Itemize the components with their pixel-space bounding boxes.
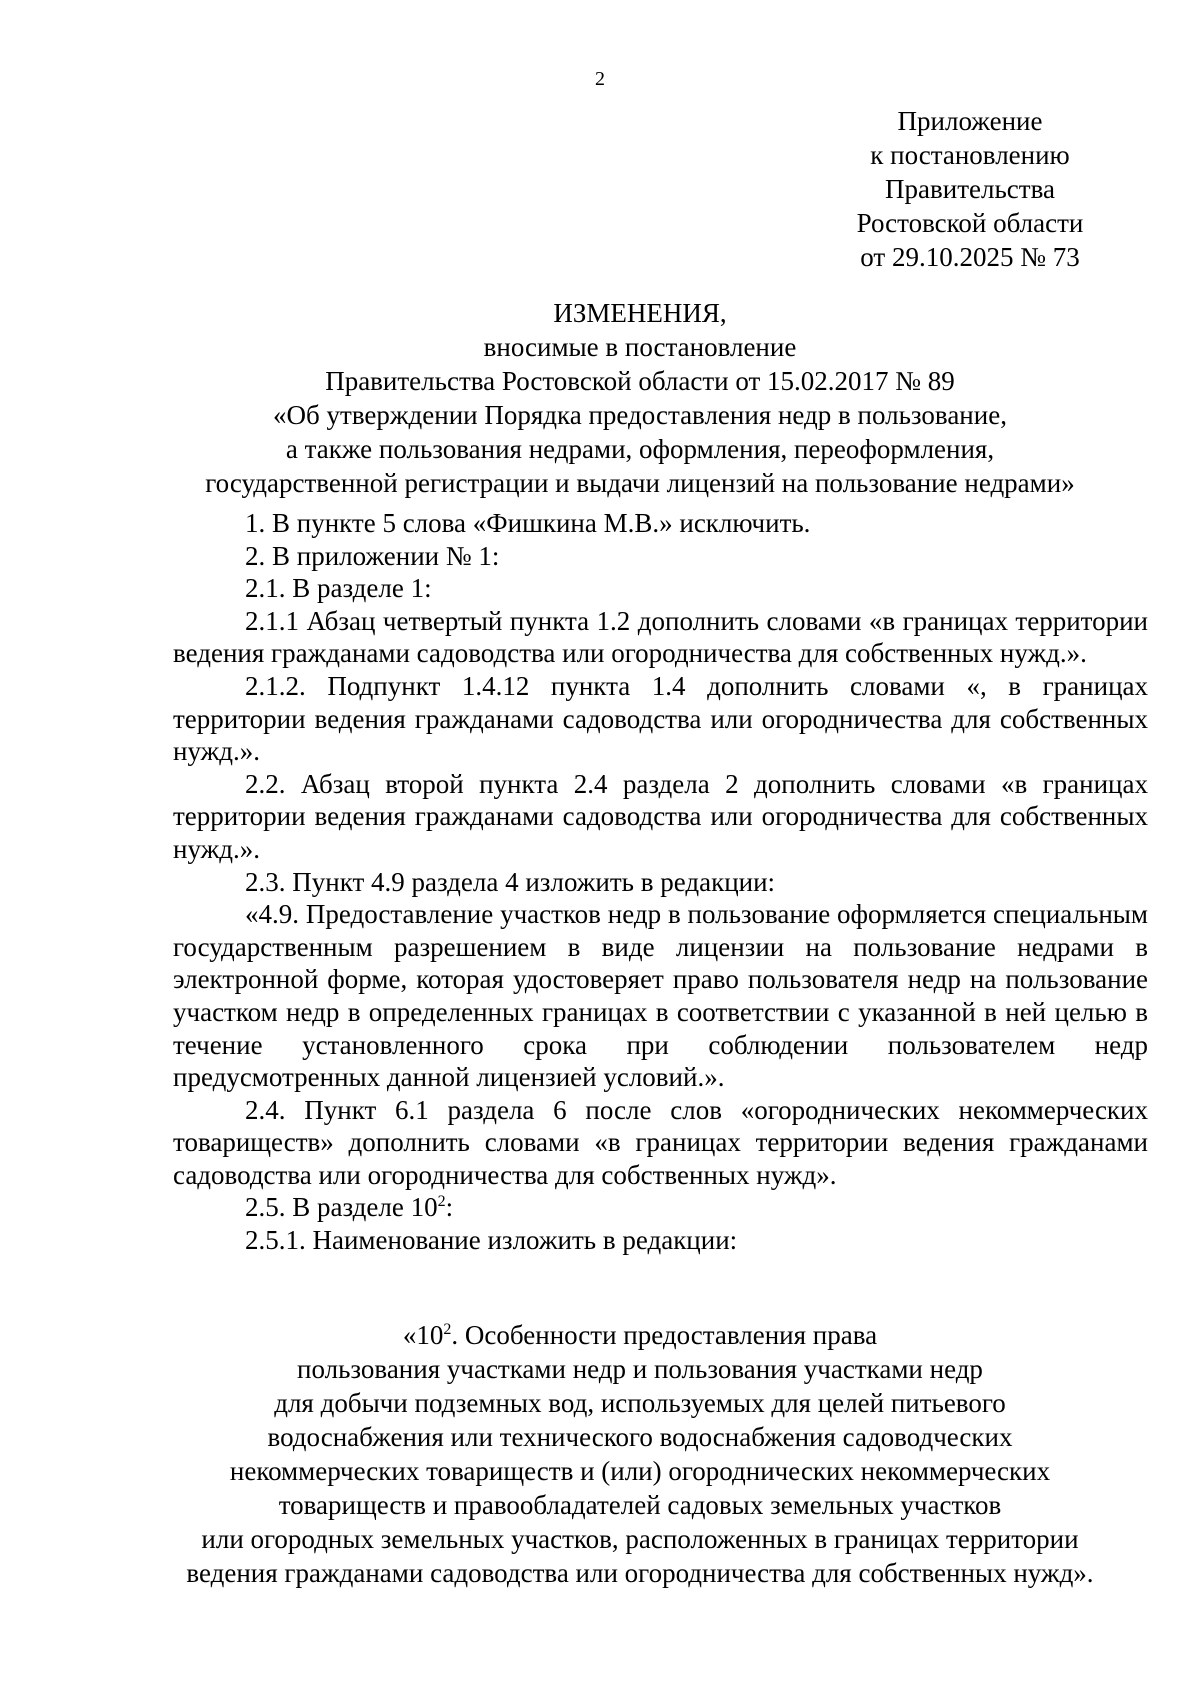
appendix-line: Правительства (885, 174, 1055, 204)
paragraph: 2.5.1. Наименование изложить в редакции: (245, 1225, 738, 1256)
title-line: Правительства Ростовской области от 15.02.2017 № 89 (325, 366, 955, 396)
section-title-line (140, 1318, 1140, 1352)
title-line: «Об утверждении Порядка предоставления недр в пользование, (273, 400, 1007, 430)
superscript: 2 (437, 1193, 446, 1211)
appendix-reference (780, 104, 1160, 274)
title-line: а также пользования недрами, оформления, переоформления, (285, 434, 995, 464)
title-line: вносимые в постановление (483, 332, 797, 362)
paragraph-text: : (445, 1192, 454, 1223)
paragraph (173, 1191, 1148, 1224)
appendix-line: Приложение (897, 106, 1043, 136)
section-title-line: товариществ и правообладателей садовых земельных участков (278, 1490, 1002, 1520)
section-title-line: водоснабжения или технического водоснабжения садоводческих (267, 1422, 1013, 1452)
paragraph: 2.1.1 Абзац четвертый пункта 1.2 дополнить словами «в границах территории ведения гражданами садоводства или огородничества для собственных нужд.». (173, 605, 1148, 669)
paragraph: 2. В приложении № 1: (245, 540, 500, 571)
section-title-line: пользования участками недр и пользования участками недр (297, 1354, 983, 1384)
paragraph: 2.4. Пункт 6.1 раздела 6 после слов «огороднических некоммерческих товариществ» дополнить словами «в границах территории ведения гражданами садоводства или огородничества для собственных нужд». (173, 1094, 1148, 1190)
quoted-paragraph: «4.9. Предоставление участков недр в пользование оформляется специальным государственным разрешением в виде лицензии на пользование недрами в электронной форме, которая удостоверяет право пользователя недр на пользование участком недр в определенных границах в соответствии с указанной в ней целью в течение установленного срока при соблюдении пользователем недр предусмотренных данной лицензией условий.». (173, 899, 1148, 1093)
paragraph: 2.1.2. Подпункт 1.4.12 пункта 1.4 дополнить словами «, в границах территории ведения гражданами садоводства или огородничества для собственных нужд.». (173, 670, 1148, 767)
title-heading: ИЗМЕНЕНИЯ, (553, 298, 727, 328)
paragraph: 2.3. Пункт 4.9 раздела 4 изложить в редакции: (245, 866, 776, 897)
page-number: 2 (595, 68, 605, 90)
paragraph: 1. В пункте 5 слова «Фишкина М.В.» исключить. (245, 508, 811, 538)
appendix-line: Ростовской области (856, 208, 1084, 238)
paragraph: 2.1. В разделе 1: (245, 573, 432, 604)
paragraph-text: 2.5. В разделе 10 (245, 1192, 438, 1223)
appendix-line: от 29.10.2025 № 73 (860, 242, 1080, 272)
document-body (173, 507, 1148, 1257)
section-title-line: ведения гражданами садоводства или огородничества для собственных нужд». (186, 1558, 1094, 1588)
paragraph: 2.2. Абзац второй пункта 2.4 раздела 2 дополнить словами «в границах территории ведения гражданами садоводства или огородничества для собственных нужд.». (173, 768, 1148, 864)
title-line: государственной регистрации и выдачи лицензий на пользование недрами» (205, 468, 1075, 498)
section-title-text: «10 (402, 1320, 444, 1350)
section-title-line: некоммерческих товариществ и (или) огороднических некоммерческих (229, 1456, 1051, 1486)
section-title (140, 1318, 1140, 1590)
section-title-line: или огородных земельных участков, расположенных в границах территории (201, 1524, 1079, 1554)
superscript: 2 (443, 1321, 452, 1338)
document-title (140, 296, 1140, 500)
section-title-text: . Особенности предоставления права (451, 1320, 878, 1350)
appendix-line: к постановлению (870, 140, 1070, 170)
section-title-line: для добычи подземных вод, используемых для целей питьевого (274, 1388, 1006, 1418)
